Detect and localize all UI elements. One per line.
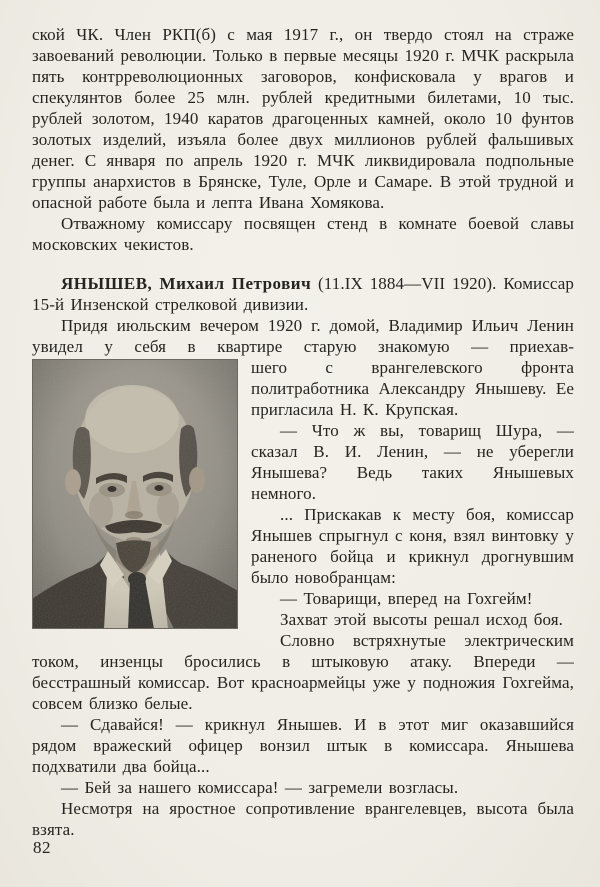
paragraph-vysota: Несмотря на яростное сопротивление врангелевцев, высота была взята.	[32, 799, 574, 839]
entry-name: ЯНЫШЕВ, Михаил Петрович	[61, 274, 312, 293]
paragraph-zahvat: Захват этой высоты решал исход боя.	[280, 610, 564, 629]
portrait-photo	[32, 359, 238, 629]
paragraph-quote-lenin: — Что ж вы, товарищ Шура, — сказал В. И. Ленин, — не уберегли Янышева? Ведь таких Янышевых немного.	[251, 421, 574, 503]
paragraph-continuation: ской ЧК. Член РКП(б) с мая 1917 г., он твердо стоял на страже завоеваний революции. Только в первые месяцы 1920 г. МЧК раскрыла пять контрреволюционных заговоров, конфисковала у врагов и спекулянтов более 25 млн. рублей кредитными билетами, 10 тыс. рублей золотом, 1940 каратов драгоценных камней, около 10 фунтов золотых изделий, изъяла более двух миллионов рублей фальшивых денег. С января по апрель 1920 г. МЧК ликвидировала подпольные группы анархистов в Брянске, Туле, Орле и Самаре. В этой трудной и опасной работе была и лепта Ивана Хомякова.	[32, 25, 574, 212]
paragraph-ataka: Словно встряхнутые электрическим током, инзенцы бросились в штыковую атаку. Впереди — бесстрашный комиссар. Вот красноармейцы уже у подножия Гохгейма, совсем близко белые.	[32, 631, 574, 713]
paragraph-stend: Отважному комиссару посвящен стенд в комнате боевой славы московских чекистов.	[32, 214, 574, 254]
portrait-photo-art	[32, 359, 238, 629]
paragraph-lenin-wrapped: шего с врангелевского фронта политработника Александру Янышеву. Ее пригласила Н. К. Крупская.	[251, 358, 574, 419]
entry-header	[32, 273, 574, 315]
text-column	[32, 24, 574, 840]
page-number: 82	[33, 838, 51, 857]
paragraph-bej: — Бей за нашего комиссара! — загремели возгласы.	[61, 778, 459, 797]
entry-dates-title: (11.IX 1884—VII 1920). Комиссар 15-й Инзенской стрелковой дивизии.	[32, 274, 574, 314]
paragraph-vpered: — Товарищи, вперед на Гохгейм!	[280, 589, 533, 608]
paragraph-priskakav: ... Прискакав к месту боя, комиссар Янышев спрыгнул с коня, взял винтовку у раненого бойца и крикнул дрогнувшим было новобранцам:	[251, 505, 574, 587]
paragraph-sdavajsya: — Сдавайся! — крикнул Янышев. И в этот миг оказавшийся рядом вражеский офицер вонзил штык в комиссара. Янышева подхватили два бойца...	[32, 715, 574, 776]
paragraph-lenin-lead: Придя июльским вечером 1920 г. домой, Владимир Ильич Ленин увидел у себя в квартире старую знакомую — приехав-	[32, 316, 574, 356]
